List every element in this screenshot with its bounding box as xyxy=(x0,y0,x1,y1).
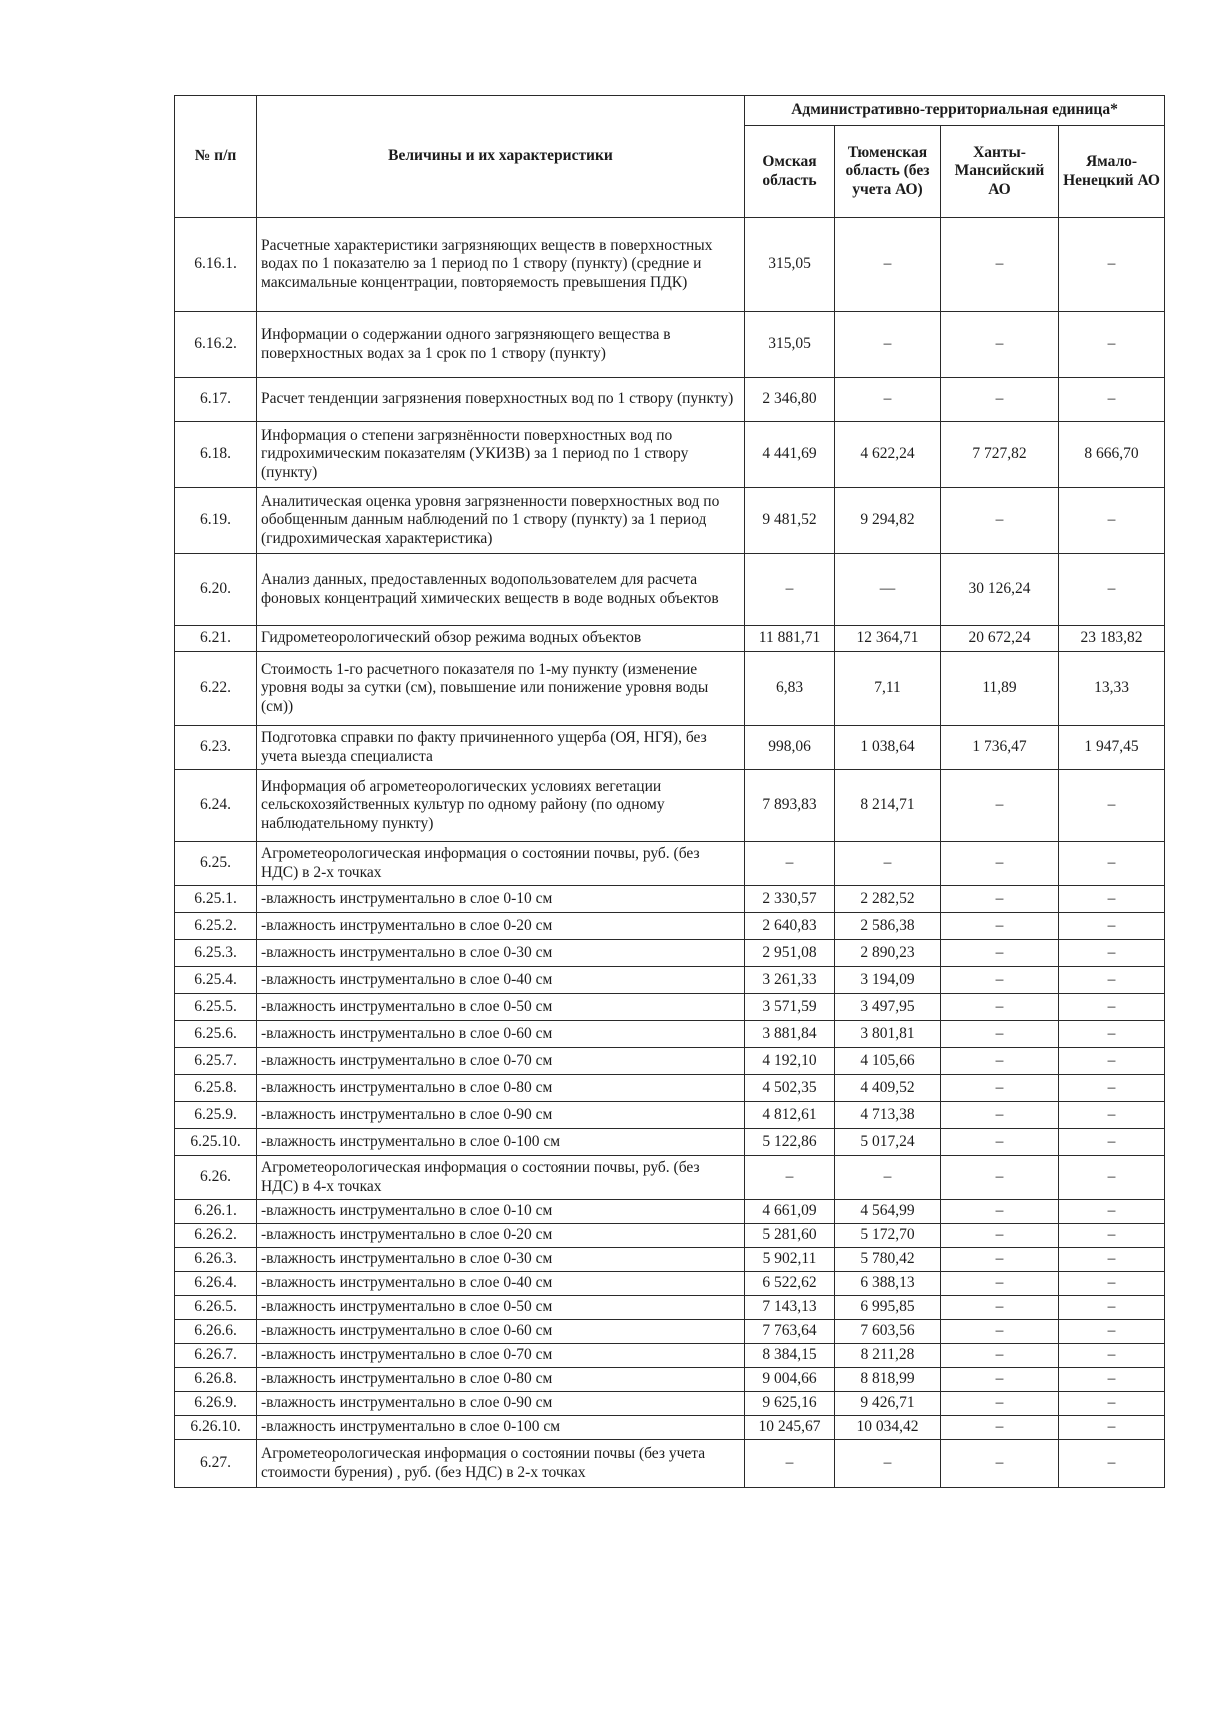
row-value-omsk: 10 245,67 xyxy=(745,1416,835,1440)
row-value-omsk: – xyxy=(745,842,835,886)
row-description: -влажность инструментально в слое 0-80 см xyxy=(257,1368,745,1392)
row-number: 6.26.1. xyxy=(175,1200,257,1224)
row-value-tyumen: 5 017,24 xyxy=(835,1129,941,1156)
row-value-yanao: – xyxy=(1059,1156,1165,1200)
row-description: Информации о содержании одного загрязняющего вещества в поверхностных водах за 1 срок по 1 створу (пункту) xyxy=(257,312,745,378)
row-description: -влажность инструментально в слое 0-20 см xyxy=(257,1224,745,1248)
table-row xyxy=(175,726,1165,770)
row-value-tyumen: 3 194,09 xyxy=(835,967,941,994)
row-value-khmao: – xyxy=(941,1021,1059,1048)
header-region-omsk: Омская область xyxy=(745,126,835,218)
row-value-khmao: – xyxy=(941,1200,1059,1224)
row-value-omsk: 7 143,13 xyxy=(745,1296,835,1320)
row-value-tyumen: 2 586,38 xyxy=(835,913,941,940)
row-description: -влажность инструментально в слое 0-30 см xyxy=(257,1248,745,1272)
row-value-omsk: 3 881,84 xyxy=(745,1021,835,1048)
row-number: 6.25.9. xyxy=(175,1102,257,1129)
table-row xyxy=(175,1156,1165,1200)
row-number: 6.25.10. xyxy=(175,1129,257,1156)
row-value-yanao: – xyxy=(1059,554,1165,626)
row-description: -влажность инструментально в слое 0-40 см xyxy=(257,967,745,994)
price-table xyxy=(174,95,1165,1488)
row-number: 6.25. xyxy=(175,842,257,886)
row-value-yanao: – xyxy=(1059,1102,1165,1129)
row-value-omsk: 4 661,09 xyxy=(745,1200,835,1224)
row-value-yanao: – xyxy=(1059,886,1165,913)
row-number: 6.21. xyxy=(175,626,257,652)
row-value-khmao: – xyxy=(941,1102,1059,1129)
row-value-khmao: – xyxy=(941,218,1059,312)
row-number: 6.26. xyxy=(175,1156,257,1200)
table-row xyxy=(175,1344,1165,1368)
row-value-khmao: – xyxy=(941,1129,1059,1156)
header-region-group: Административно-территориальная единица* xyxy=(745,96,1165,126)
row-value-omsk: 5 281,60 xyxy=(745,1224,835,1248)
row-number: 6.25.3. xyxy=(175,940,257,967)
row-value-khmao: – xyxy=(941,1075,1059,1102)
row-value-tyumen: – xyxy=(835,842,941,886)
row-description: -влажность инструментально в слое 0-60 см xyxy=(257,1021,745,1048)
row-number: 6.16.2. xyxy=(175,312,257,378)
table-row xyxy=(175,1200,1165,1224)
row-description: Аналитическая оценка уровня загрязненности поверхностных вод по обобщенным данным наблюдений по 1 створу (пункту) за 1 период (гидрохимическая характеристика) xyxy=(257,488,745,554)
row-value-yanao: 1 947,45 xyxy=(1059,726,1165,770)
row-value-khmao: – xyxy=(941,1320,1059,1344)
row-description: -влажность инструментально в слое 0-90 см xyxy=(257,1392,745,1416)
table-row xyxy=(175,842,1165,886)
table-row xyxy=(175,967,1165,994)
row-value-yanao: – xyxy=(1059,1368,1165,1392)
row-description: -влажность инструментально в слое 0-70 см xyxy=(257,1048,745,1075)
row-value-khmao: – xyxy=(941,940,1059,967)
row-value-omsk: 9 625,16 xyxy=(745,1392,835,1416)
row-value-tyumen: 4 409,52 xyxy=(835,1075,941,1102)
row-value-omsk: 2 330,57 xyxy=(745,886,835,913)
row-number: 6.26.4. xyxy=(175,1272,257,1296)
header-region-tyumen: Тюменская область (без учета АО) xyxy=(835,126,941,218)
row-description: Агрометеорологическая информация о состоянии почвы (без учета стоимости бурения) , руб. (без НДС) в 2-х точках xyxy=(257,1440,745,1488)
row-value-omsk: 4 192,10 xyxy=(745,1048,835,1075)
row-value-tyumen: 8 214,71 xyxy=(835,770,941,842)
row-value-omsk: 8 384,15 xyxy=(745,1344,835,1368)
row-number: 6.23. xyxy=(175,726,257,770)
row-value-yanao: – xyxy=(1059,1021,1165,1048)
row-value-tyumen: – xyxy=(835,1156,941,1200)
header-num: № п/п xyxy=(175,96,257,218)
row-description: -влажность инструментально в слое 0-60 см xyxy=(257,1320,745,1344)
row-description: -влажность инструментально в слое 0-50 см xyxy=(257,994,745,1021)
row-number: 6.22. xyxy=(175,652,257,726)
row-value-khmao: – xyxy=(941,1224,1059,1248)
row-description: -влажность инструментально в слое 0-10 см xyxy=(257,1200,745,1224)
row-value-yanao: – xyxy=(1059,842,1165,886)
row-value-khmao: – xyxy=(941,994,1059,1021)
table-row xyxy=(175,626,1165,652)
row-value-khmao: 7 727,82 xyxy=(941,422,1059,488)
table-row xyxy=(175,1440,1165,1488)
row-number: 6.26.6. xyxy=(175,1320,257,1344)
row-value-khmao: – xyxy=(941,488,1059,554)
row-value-tyumen: 6 995,85 xyxy=(835,1296,941,1320)
row-description: -влажность инструментально в слое 0-20 см xyxy=(257,913,745,940)
row-value-tyumen: 7 603,56 xyxy=(835,1320,941,1344)
row-value-khmao: – xyxy=(941,967,1059,994)
table-row xyxy=(175,940,1165,967)
row-description: Расчет тенденции загрязнения поверхностных вод по 1 створу (пункту) xyxy=(257,378,745,422)
row-value-omsk: – xyxy=(745,1440,835,1488)
row-value-khmao: – xyxy=(941,1272,1059,1296)
row-value-yanao: – xyxy=(1059,1272,1165,1296)
row-description: -влажность инструментально в слое 0-100 см xyxy=(257,1129,745,1156)
table-row xyxy=(175,1248,1165,1272)
row-value-khmao: – xyxy=(941,1440,1059,1488)
row-value-yanao: – xyxy=(1059,1129,1165,1156)
row-number: 6.16.1. xyxy=(175,218,257,312)
row-value-khmao: 11,89 xyxy=(941,652,1059,726)
row-value-omsk: 9 481,52 xyxy=(745,488,835,554)
row-number: 6.27. xyxy=(175,1440,257,1488)
row-description: Агрометеорологическая информация о состоянии почвы, руб. (без НДС) в 2-х точках xyxy=(257,842,745,886)
table-row xyxy=(175,1048,1165,1075)
row-value-omsk: 4 502,35 xyxy=(745,1075,835,1102)
row-number: 6.24. xyxy=(175,770,257,842)
table-row xyxy=(175,1224,1165,1248)
row-value-omsk: 6 522,62 xyxy=(745,1272,835,1296)
row-value-omsk: 4 441,69 xyxy=(745,422,835,488)
row-number: 6.25.7. xyxy=(175,1048,257,1075)
row-value-tyumen: 8 211,28 xyxy=(835,1344,941,1368)
row-value-tyumen: 1 038,64 xyxy=(835,726,941,770)
row-value-tyumen: 4 622,24 xyxy=(835,422,941,488)
row-value-tyumen: – xyxy=(835,218,941,312)
row-description: Гидрометеорологический обзор режима водных объектов xyxy=(257,626,745,652)
row-description: Информация об агрометеорологических условиях вегетации сельскохозяйственных культур по одному району (по одному наблюдательному пункту) xyxy=(257,770,745,842)
row-value-omsk: 998,06 xyxy=(745,726,835,770)
row-value-yanao: – xyxy=(1059,994,1165,1021)
row-value-yanao: – xyxy=(1059,218,1165,312)
row-value-omsk: 3 571,59 xyxy=(745,994,835,1021)
row-value-tyumen: – xyxy=(835,378,941,422)
row-value-tyumen: 2 282,52 xyxy=(835,886,941,913)
table-row xyxy=(175,554,1165,626)
table-row xyxy=(175,1416,1165,1440)
row-value-yanao: – xyxy=(1059,488,1165,554)
row-value-omsk: 9 004,66 xyxy=(745,1368,835,1392)
row-value-omsk: 6,83 xyxy=(745,652,835,726)
row-description: Информация о степени загрязнённости поверхностных вод по гидрохимическим показателям (УКИЗВ) за 1 период по 1 створу (пункту) xyxy=(257,422,745,488)
row-value-khmao: 30 126,24 xyxy=(941,554,1059,626)
row-value-tyumen: 7,11 xyxy=(835,652,941,726)
row-description: -влажность инструментально в слое 0-30 см xyxy=(257,940,745,967)
row-value-yanao: 8 666,70 xyxy=(1059,422,1165,488)
row-description: -влажность инструментально в слое 0-50 см xyxy=(257,1296,745,1320)
table-row xyxy=(175,312,1165,378)
row-number: 6.26.10. xyxy=(175,1416,257,1440)
row-value-khmao: – xyxy=(941,378,1059,422)
row-number: 6.26.7. xyxy=(175,1344,257,1368)
row-value-yanao: – xyxy=(1059,1344,1165,1368)
row-number: 6.26.3. xyxy=(175,1248,257,1272)
row-number: 6.25.4. xyxy=(175,967,257,994)
header-desc: Величины и их характеристики xyxy=(257,96,745,218)
row-number: 6.17. xyxy=(175,378,257,422)
row-value-yanao: – xyxy=(1059,1416,1165,1440)
row-value-khmao: – xyxy=(941,1368,1059,1392)
row-value-yanao: – xyxy=(1059,1224,1165,1248)
table-header xyxy=(175,96,1165,218)
row-value-omsk: 5 122,86 xyxy=(745,1129,835,1156)
row-value-tyumen: 10 034,42 xyxy=(835,1416,941,1440)
table-row xyxy=(175,422,1165,488)
row-value-khmao: – xyxy=(941,1344,1059,1368)
row-value-tyumen: 8 818,99 xyxy=(835,1368,941,1392)
row-value-khmao: – xyxy=(941,1248,1059,1272)
row-description: -влажность инструментально в слое 0-40 см xyxy=(257,1272,745,1296)
table-row xyxy=(175,218,1165,312)
row-value-yanao: 23 183,82 xyxy=(1059,626,1165,652)
row-number: 6.25.1. xyxy=(175,886,257,913)
row-value-khmao: – xyxy=(941,913,1059,940)
table-row xyxy=(175,1272,1165,1296)
table-row xyxy=(175,652,1165,726)
row-value-tyumen: 3 801,81 xyxy=(835,1021,941,1048)
row-value-yanao: – xyxy=(1059,940,1165,967)
table-row xyxy=(175,994,1165,1021)
row-number: 6.25.6. xyxy=(175,1021,257,1048)
row-value-tyumen: 5 780,42 xyxy=(835,1248,941,1272)
row-value-tyumen: – xyxy=(835,1440,941,1488)
row-value-yanao: – xyxy=(1059,312,1165,378)
row-number: 6.25.5. xyxy=(175,994,257,1021)
row-description: -влажность инструментально в слое 0-90 см xyxy=(257,1102,745,1129)
header-region-khmao: Ханты-Мансийский АО xyxy=(941,126,1059,218)
row-value-tyumen: 9 426,71 xyxy=(835,1392,941,1416)
row-value-omsk: 3 261,33 xyxy=(745,967,835,994)
row-value-yanao: – xyxy=(1059,1075,1165,1102)
row-value-tyumen: 2 890,23 xyxy=(835,940,941,967)
row-value-tyumen: – xyxy=(835,312,941,378)
row-number: 6.25.8. xyxy=(175,1075,257,1102)
table-row xyxy=(175,913,1165,940)
row-value-khmao: – xyxy=(941,312,1059,378)
row-value-tyumen: 9 294,82 xyxy=(835,488,941,554)
row-description: -влажность инструментально в слое 0-100 см xyxy=(257,1416,745,1440)
row-value-omsk: 4 812,61 xyxy=(745,1102,835,1129)
row-value-omsk: 315,05 xyxy=(745,218,835,312)
row-value-khmao: – xyxy=(941,886,1059,913)
row-value-yanao: – xyxy=(1059,770,1165,842)
row-value-yanao: – xyxy=(1059,1296,1165,1320)
row-description: Анализ данных, предоставленных водопользователем для расчета фоновых концентраций химических веществ в воде водных объектов xyxy=(257,554,745,626)
row-number: 6.26.9. xyxy=(175,1392,257,1416)
row-value-omsk: 5 902,11 xyxy=(745,1248,835,1272)
row-value-omsk: 7 893,83 xyxy=(745,770,835,842)
row-number: 6.18. xyxy=(175,422,257,488)
row-value-khmao: 1 736,47 xyxy=(941,726,1059,770)
row-value-yanao: – xyxy=(1059,1200,1165,1224)
row-value-omsk: 2 640,83 xyxy=(745,913,835,940)
table-row xyxy=(175,488,1165,554)
row-value-khmao: – xyxy=(941,770,1059,842)
row-value-yanao: – xyxy=(1059,967,1165,994)
row-value-omsk: 11 881,71 xyxy=(745,626,835,652)
row-value-omsk: 7 763,64 xyxy=(745,1320,835,1344)
row-value-tyumen: 4 713,38 xyxy=(835,1102,941,1129)
table-row xyxy=(175,378,1165,422)
row-value-yanao: – xyxy=(1059,1248,1165,1272)
header-region-yanao: Ямало-Ненецкий АО xyxy=(1059,126,1165,218)
row-value-khmao: 20 672,24 xyxy=(941,626,1059,652)
table-row xyxy=(175,1129,1165,1156)
row-value-tyumen: 5 172,70 xyxy=(835,1224,941,1248)
table-row xyxy=(175,1021,1165,1048)
row-value-khmao: – xyxy=(941,1156,1059,1200)
row-number: 6.19. xyxy=(175,488,257,554)
row-value-yanao: – xyxy=(1059,1392,1165,1416)
row-value-yanao: – xyxy=(1059,1320,1165,1344)
row-number: 6.26.2. xyxy=(175,1224,257,1248)
row-number: 6.26.8. xyxy=(175,1368,257,1392)
row-value-yanao: – xyxy=(1059,1048,1165,1075)
row-value-khmao: – xyxy=(941,1416,1059,1440)
row-value-tyumen: — xyxy=(835,554,941,626)
table-body xyxy=(175,218,1165,1488)
row-number: 6.26.5. xyxy=(175,1296,257,1320)
row-description: Расчетные характеристики загрязняющих веществ в поверхностных водах по 1 показателю за 1 период по 1 створу (пункту) (средние и максимальные концентрации, повторяемость превышения ПДК) xyxy=(257,218,745,312)
row-value-omsk: 315,05 xyxy=(745,312,835,378)
row-value-tyumen: 12 364,71 xyxy=(835,626,941,652)
row-description: Агрометеорологическая информация о состоянии почвы, руб. (без НДС) в 4-х точках xyxy=(257,1156,745,1200)
table-row xyxy=(175,1102,1165,1129)
row-value-yanao: 13,33 xyxy=(1059,652,1165,726)
row-value-khmao: – xyxy=(941,1048,1059,1075)
table-row xyxy=(175,770,1165,842)
row-value-omsk: 2 951,08 xyxy=(745,940,835,967)
row-value-khmao: – xyxy=(941,1392,1059,1416)
row-description: Стоимость 1-го расчетного показателя по 1-му пункту (изменение уровня воды за сутки (см), повышение или понижение уровня воды (см)) xyxy=(257,652,745,726)
row-value-omsk: – xyxy=(745,554,835,626)
row-value-khmao: – xyxy=(941,842,1059,886)
row-value-yanao: – xyxy=(1059,913,1165,940)
row-value-yanao: – xyxy=(1059,1440,1165,1488)
table-row xyxy=(175,1368,1165,1392)
table-row xyxy=(175,886,1165,913)
row-number: 6.20. xyxy=(175,554,257,626)
row-value-tyumen: 6 388,13 xyxy=(835,1272,941,1296)
row-value-tyumen: 4 564,99 xyxy=(835,1200,941,1224)
row-number: 6.25.2. xyxy=(175,913,257,940)
row-description: -влажность инструментально в слое 0-70 см xyxy=(257,1344,745,1368)
table-row xyxy=(175,1392,1165,1416)
table-row xyxy=(175,1075,1165,1102)
row-description: -влажность инструментально в слое 0-10 см xyxy=(257,886,745,913)
table-row xyxy=(175,1296,1165,1320)
row-value-tyumen: 3 497,95 xyxy=(835,994,941,1021)
row-value-khmao: – xyxy=(941,1296,1059,1320)
table-row xyxy=(175,1320,1165,1344)
row-description: Подготовка справки по факту причиненного ущерба (ОЯ, НГЯ), без учета выезда специалиста xyxy=(257,726,745,770)
row-value-omsk: – xyxy=(745,1156,835,1200)
row-description: -влажность инструментально в слое 0-80 см xyxy=(257,1075,745,1102)
row-value-omsk: 2 346,80 xyxy=(745,378,835,422)
row-value-yanao: – xyxy=(1059,378,1165,422)
row-value-tyumen: 4 105,66 xyxy=(835,1048,941,1075)
